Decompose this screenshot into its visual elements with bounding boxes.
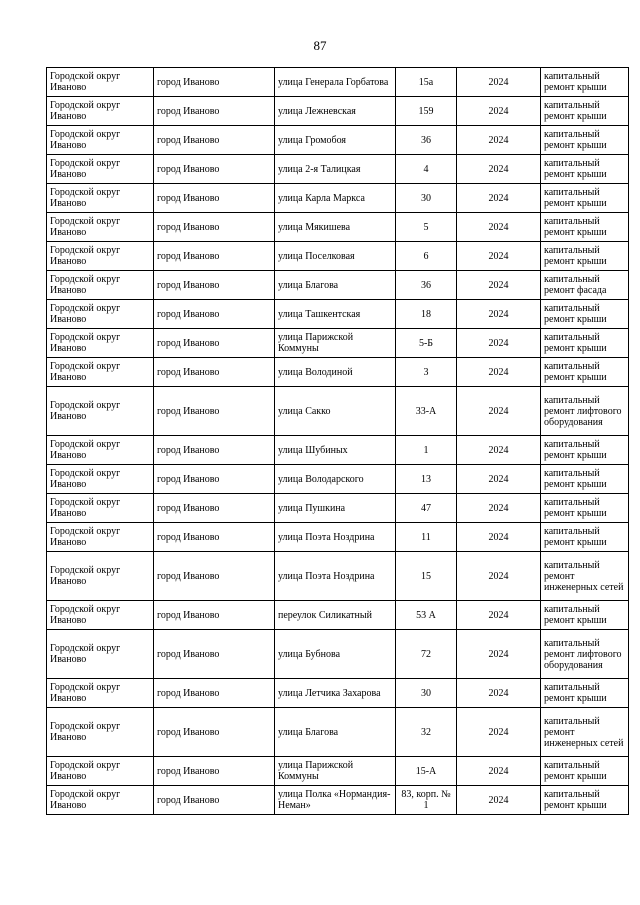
cell-okrug: Городской округ Иваново bbox=[47, 679, 154, 708]
cell-house-number: 30 bbox=[396, 679, 457, 708]
cell-year: 2024 bbox=[457, 300, 541, 329]
cell-house-number: 15-А bbox=[396, 757, 457, 786]
table-row bbox=[47, 155, 629, 184]
cell-house-number: 36 bbox=[396, 126, 457, 155]
cell-year: 2024 bbox=[457, 126, 541, 155]
cell-work-type: капитальный ремонт крыши bbox=[541, 465, 629, 494]
cell-okrug: Городской округ Иваново bbox=[47, 126, 154, 155]
cell-city: город Иваново bbox=[154, 387, 275, 436]
cell-street: улица Володарского bbox=[275, 465, 396, 494]
cell-year: 2024 bbox=[457, 184, 541, 213]
cell-year: 2024 bbox=[457, 494, 541, 523]
cell-okrug: Городской округ Иваново bbox=[47, 708, 154, 757]
cell-street: улица Летчика Захарова bbox=[275, 679, 396, 708]
cell-house-number: 83, корп. № 1 bbox=[396, 786, 457, 815]
cell-year: 2024 bbox=[457, 708, 541, 757]
cell-okrug: Городской округ Иваново bbox=[47, 757, 154, 786]
cell-okrug: Городской округ Иваново bbox=[47, 465, 154, 494]
cell-street: улица Парижской Коммуны bbox=[275, 757, 396, 786]
cell-street: улица Бубнова bbox=[275, 630, 396, 679]
cell-work-type: капитальный ремонт крыши bbox=[541, 329, 629, 358]
cell-city: город Иваново bbox=[154, 358, 275, 387]
table-row bbox=[47, 271, 629, 300]
cell-year: 2024 bbox=[457, 213, 541, 242]
cell-work-type: капитальный ремонт крыши bbox=[541, 242, 629, 271]
cell-okrug: Городской округ Иваново bbox=[47, 436, 154, 465]
cell-year: 2024 bbox=[457, 329, 541, 358]
cell-year: 2024 bbox=[457, 155, 541, 184]
cell-okrug: Городской округ Иваново bbox=[47, 213, 154, 242]
cell-street: улица Пушкина bbox=[275, 494, 396, 523]
cell-street: улица Поселковая bbox=[275, 242, 396, 271]
cell-house-number: 159 bbox=[396, 97, 457, 126]
cell-city: город Иваново bbox=[154, 213, 275, 242]
cell-city: город Иваново bbox=[154, 786, 275, 815]
cell-okrug: Городской округ Иваново bbox=[47, 523, 154, 552]
cell-work-type: капитальный ремонт крыши bbox=[541, 68, 629, 97]
cell-okrug: Городской округ Иваново bbox=[47, 271, 154, 300]
cell-okrug: Городской округ Иваново bbox=[47, 329, 154, 358]
cell-work-type: капитальный ремонт инженерных сетей bbox=[541, 552, 629, 601]
cell-street: улица Поэта Ноздрина bbox=[275, 523, 396, 552]
cell-street: улица Полка «Нормандия-Неман» bbox=[275, 786, 396, 815]
cell-street: улица 2-я Талицкая bbox=[275, 155, 396, 184]
cell-street: улица Благова bbox=[275, 271, 396, 300]
cell-house-number: 36 bbox=[396, 271, 457, 300]
cell-okrug: Городской округ Иваново bbox=[47, 601, 154, 630]
cell-street: улица Мякишева bbox=[275, 213, 396, 242]
cell-city: город Иваново bbox=[154, 242, 275, 271]
cell-city: город Иваново bbox=[154, 155, 275, 184]
table-row bbox=[47, 242, 629, 271]
cell-okrug: Городской округ Иваново bbox=[47, 552, 154, 601]
cell-work-type: капитальный ремонт крыши bbox=[541, 679, 629, 708]
table-row bbox=[47, 387, 629, 436]
cell-street: улица Сакко bbox=[275, 387, 396, 436]
table-row bbox=[47, 126, 629, 155]
cell-year: 2024 bbox=[457, 387, 541, 436]
cell-work-type: капитальный ремонт крыши bbox=[541, 155, 629, 184]
cell-city: город Иваново bbox=[154, 300, 275, 329]
cell-year: 2024 bbox=[457, 630, 541, 679]
cell-house-number: 30 bbox=[396, 184, 457, 213]
cell-year: 2024 bbox=[457, 436, 541, 465]
cell-work-type: капитальный ремонт крыши bbox=[541, 358, 629, 387]
table-row bbox=[47, 630, 629, 679]
cell-house-number: 3 bbox=[396, 358, 457, 387]
cell-work-type: капитальный ремонт крыши bbox=[541, 436, 629, 465]
cell-work-type: капитальный ремонт крыши bbox=[541, 97, 629, 126]
cell-work-type: капитальный ремонт крыши bbox=[541, 494, 629, 523]
cell-house-number: 72 bbox=[396, 630, 457, 679]
cell-street: улица Шубиных bbox=[275, 436, 396, 465]
cell-work-type: капитальный ремонт крыши bbox=[541, 300, 629, 329]
cell-work-type: капитальный ремонт крыши bbox=[541, 601, 629, 630]
cell-okrug: Городской округ Иваново bbox=[47, 786, 154, 815]
cell-city: город Иваново bbox=[154, 329, 275, 358]
cell-okrug: Городской округ Иваново bbox=[47, 155, 154, 184]
cell-city: город Иваново bbox=[154, 126, 275, 155]
cell-okrug: Городской округ Иваново bbox=[47, 242, 154, 271]
table-row bbox=[47, 679, 629, 708]
table-row bbox=[47, 708, 629, 757]
table-row bbox=[47, 786, 629, 815]
cell-house-number: 1 bbox=[396, 436, 457, 465]
cell-work-type: капитальный ремонт крыши bbox=[541, 786, 629, 815]
table-body bbox=[47, 68, 629, 815]
table-row bbox=[47, 358, 629, 387]
cell-street: улица Громобоя bbox=[275, 126, 396, 155]
cell-work-type: капитальный ремонт крыши bbox=[541, 184, 629, 213]
cell-year: 2024 bbox=[457, 242, 541, 271]
cell-year: 2024 bbox=[457, 523, 541, 552]
cell-street: улица Володиной bbox=[275, 358, 396, 387]
table-row bbox=[47, 68, 629, 97]
cell-house-number: 5 bbox=[396, 213, 457, 242]
cell-house-number: 47 bbox=[396, 494, 457, 523]
cell-okrug: Городской округ Иваново bbox=[47, 494, 154, 523]
cell-house-number: 5-Б bbox=[396, 329, 457, 358]
cell-house-number: 13 bbox=[396, 465, 457, 494]
cell-year: 2024 bbox=[457, 552, 541, 601]
cell-work-type: капитальный ремонт крыши bbox=[541, 126, 629, 155]
cell-street: улица Благова bbox=[275, 708, 396, 757]
cell-city: город Иваново bbox=[154, 601, 275, 630]
cell-street: улица Лежневская bbox=[275, 97, 396, 126]
table-row bbox=[47, 523, 629, 552]
cell-year: 2024 bbox=[457, 358, 541, 387]
cell-city: город Иваново bbox=[154, 68, 275, 97]
table-row bbox=[47, 494, 629, 523]
cell-house-number: 18 bbox=[396, 300, 457, 329]
cell-work-type: капитальный ремонт инженерных сетей bbox=[541, 708, 629, 757]
cell-work-type: капитальный ремонт крыши bbox=[541, 757, 629, 786]
cell-year: 2024 bbox=[457, 601, 541, 630]
cell-okrug: Городской округ Иваново bbox=[47, 97, 154, 126]
table-row bbox=[47, 436, 629, 465]
cell-street: улица Генерала Горбатова bbox=[275, 68, 396, 97]
cell-house-number: 6 bbox=[396, 242, 457, 271]
cell-street: переулок Силикатный bbox=[275, 601, 396, 630]
cell-house-number: 4 bbox=[396, 155, 457, 184]
cell-house-number: 15а bbox=[396, 68, 457, 97]
cell-street: улица Парижской Коммуны bbox=[275, 329, 396, 358]
page-number: 87 bbox=[313, 38, 327, 53]
cell-city: город Иваново bbox=[154, 757, 275, 786]
cell-work-type: капитальный ремонт лифтового оборудования bbox=[541, 387, 629, 436]
cell-year: 2024 bbox=[457, 679, 541, 708]
cell-city: город Иваново bbox=[154, 436, 275, 465]
cell-city: город Иваново bbox=[154, 494, 275, 523]
cell-okrug: Городской округ Иваново bbox=[47, 300, 154, 329]
cell-work-type: капитальный ремонт крыши bbox=[541, 523, 629, 552]
cell-work-type: капитальный ремонт лифтового оборудования bbox=[541, 630, 629, 679]
cell-city: город Иваново bbox=[154, 465, 275, 494]
table-row bbox=[47, 601, 629, 630]
cell-house-number: 11 bbox=[396, 523, 457, 552]
cell-okrug: Городской округ Иваново bbox=[47, 358, 154, 387]
cell-house-number: 32 bbox=[396, 708, 457, 757]
cell-year: 2024 bbox=[457, 465, 541, 494]
cell-year: 2024 bbox=[457, 786, 541, 815]
cell-city: город Иваново bbox=[154, 97, 275, 126]
cell-house-number: 15 bbox=[396, 552, 457, 601]
cell-work-type: капитальный ремонт фасада bbox=[541, 271, 629, 300]
cell-city: город Иваново bbox=[154, 184, 275, 213]
cell-city: город Иваново bbox=[154, 708, 275, 757]
table-row bbox=[47, 757, 629, 786]
cell-city: город Иваново bbox=[154, 271, 275, 300]
cell-okrug: Городской округ Иваново bbox=[47, 184, 154, 213]
cell-okrug: Городской округ Иваново bbox=[47, 68, 154, 97]
table-row bbox=[47, 465, 629, 494]
cell-street: улица Карла Маркса bbox=[275, 184, 396, 213]
table-row bbox=[47, 213, 629, 242]
cell-city: город Иваново bbox=[154, 552, 275, 601]
cell-city: город Иваново bbox=[154, 630, 275, 679]
repair-registry-table bbox=[46, 67, 629, 815]
table-row bbox=[47, 300, 629, 329]
table-row bbox=[47, 329, 629, 358]
cell-year: 2024 bbox=[457, 97, 541, 126]
table-row bbox=[47, 97, 629, 126]
cell-city: город Иваново bbox=[154, 523, 275, 552]
cell-okrug: Городской округ Иваново bbox=[47, 630, 154, 679]
cell-okrug: Городской округ Иваново bbox=[47, 387, 154, 436]
cell-year: 2024 bbox=[457, 757, 541, 786]
table-row bbox=[47, 552, 629, 601]
cell-city: город Иваново bbox=[154, 679, 275, 708]
cell-year: 2024 bbox=[457, 271, 541, 300]
cell-house-number: 53 А bbox=[396, 601, 457, 630]
cell-street: улица Ташкентская bbox=[275, 300, 396, 329]
cell-year: 2024 bbox=[457, 68, 541, 97]
cell-house-number: 33-А bbox=[396, 387, 457, 436]
table-row bbox=[47, 184, 629, 213]
cell-street: улица Поэта Ноздрина bbox=[275, 552, 396, 601]
cell-work-type: капитальный ремонт крыши bbox=[541, 213, 629, 242]
